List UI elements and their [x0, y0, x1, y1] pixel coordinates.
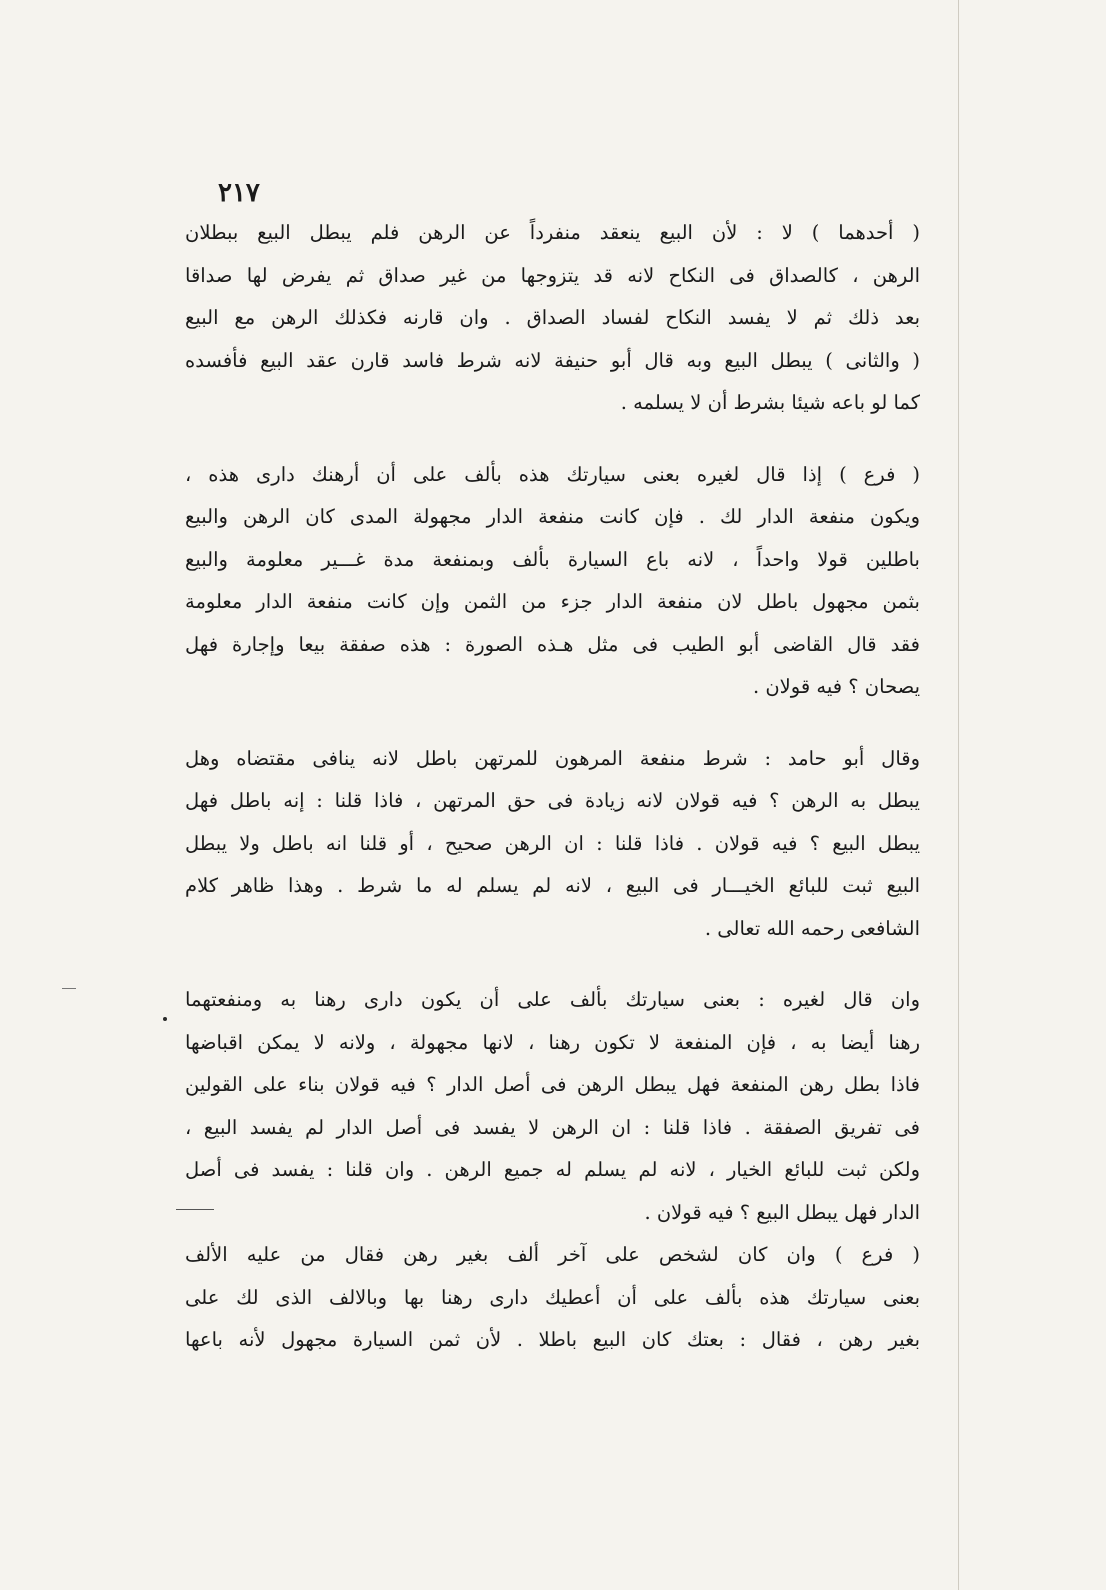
text-line: ولكن ثبت للبائع الخيار ، لانه لم يسلم له جميع الرهن . وان قلنا : يفسد فى أصل [185, 1158, 920, 1181]
paragraph-1 [185, 212, 920, 425]
paragraph-5 [185, 1234, 920, 1362]
margin-dash [176, 1209, 214, 1210]
paragraph-4 [185, 979, 920, 1234]
text-line: ( فرع ) وان كان لشخص على آخر ألف بغير رهن فقال من عليه الألف [185, 1243, 920, 1266]
text-line: الدار فهل يبطل البيع ؟ فيه قولان . [644, 1200, 920, 1224]
text-line: فى تفريق الصفقة . فاذا قلنا : ان الرهن لا يفسد فى أصل الدار لم يفسد البيع ، [185, 1115, 920, 1139]
body-text [185, 212, 920, 1362]
text-line: وقال أبو حامد : شرط منفعة المرهون للمرتهن باطل لانه ينافى مقتضاه وهل [185, 746, 920, 770]
margin-dot [163, 1017, 167, 1021]
page-number: ٢١٧ [218, 178, 260, 208]
text-line: رهنا أيضا به ، فإن المنفعة لا تكون رهنا ، لانها مجهولة ، ولانه لا يمكن اقباضها [185, 1030, 920, 1054]
text-line: يبطل البيع ؟ فيه قولان . فاذا قلنا : ان الرهن صحيح ، أو قلنا انه باطل ولا يبطل [185, 831, 920, 855]
text-line: وان قال لغيره : بعنى سيارتك بألف على أن يكون دارى رهنا به ومنفعتهما [185, 988, 920, 1011]
text-line: بثمن مجهول باطل لان منفعة الدار جزء من الثمن وإن كانت منفعة الدار معلومة [185, 590, 920, 613]
text-line: بغير رهن ، فقال : بعتك كان البيع باطلا . لأن ثمن السيارة مجهول لأنه باعها [185, 1328, 920, 1351]
paragraph-3 [185, 738, 920, 951]
text-line: يبطل به الرهن ؟ فيه قولان لانه زيادة فى حق المرتهن ، فاذا قلنا : إنه باطل فهل [185, 789, 920, 812]
text-line: ( أحدهما ) لا : لأن البيع ينعقد منفرداً عن الرهن فلم يبطل البيع ببطلان [185, 221, 920, 244]
text-line: الرهن ، كالصداق فى النكاح لانه قد يتزوجها من غير صداق ثم يفرض لها صداقا [185, 263, 920, 287]
paragraph-gap [185, 425, 920, 454]
text-line: ( والثانى ) يبطل البيع وبه قال أبو حنيفة لانه شرط فاسد قارن عقد البيع فأفسده [185, 348, 920, 372]
text-line: فاذا بطل رهن المنفعة فهل يبطل الرهن فى أصل الدار ؟ فيه قولان بناء على القولين [185, 1073, 920, 1096]
margin-mark [62, 988, 76, 989]
paragraph-gap [185, 709, 920, 738]
paragraph-gap [185, 950, 920, 979]
text-line: الشافعى رحمه الله تعالى . [704, 916, 920, 940]
text-line: ويكون منفعة الدار لك . فإن كانت منفعة الدار مجهولة المدى كان الرهن والبيع [185, 505, 920, 528]
paragraph-2 [185, 454, 920, 709]
page-edge-shadow [958, 0, 959, 1590]
text-line: بعنى سيارتك هذه بألف على أن أعطيك دارى رهنا بها وبالالف الذى لك على [185, 1285, 920, 1309]
text-line: كما لو باعه شيئا بشرط أن لا يسلمه . [620, 391, 920, 414]
text-line: باطلين قولا واحداً ، لانه باع السيارة بألف وبمنفعة مدة غـــير معلومة والبيع [185, 547, 920, 571]
text-line: بعد ذلك ثم لا يفسد النكاح لفساد الصداق . وان قارنه فكذلك الرهن مع البيع [185, 306, 920, 329]
text-line: ( فرع ) إذا قال لغيره بعنى سيارتك هذه بألف على أن أرهنك دارى هذه ، [185, 462, 920, 486]
text-line: يصحان ؟ فيه قولان . [752, 675, 920, 698]
text-line: البيع ثبت للبائع الخيـــار فى البيع ، لانه لم يسلم له ما شرط . وهذا ظاهر كلام [185, 874, 920, 897]
text-line: فقد قال القاضى أبو الطيب فى مثل هـذه الصورة : هذه صفقة بيعا وإجارة فهل [185, 632, 920, 656]
